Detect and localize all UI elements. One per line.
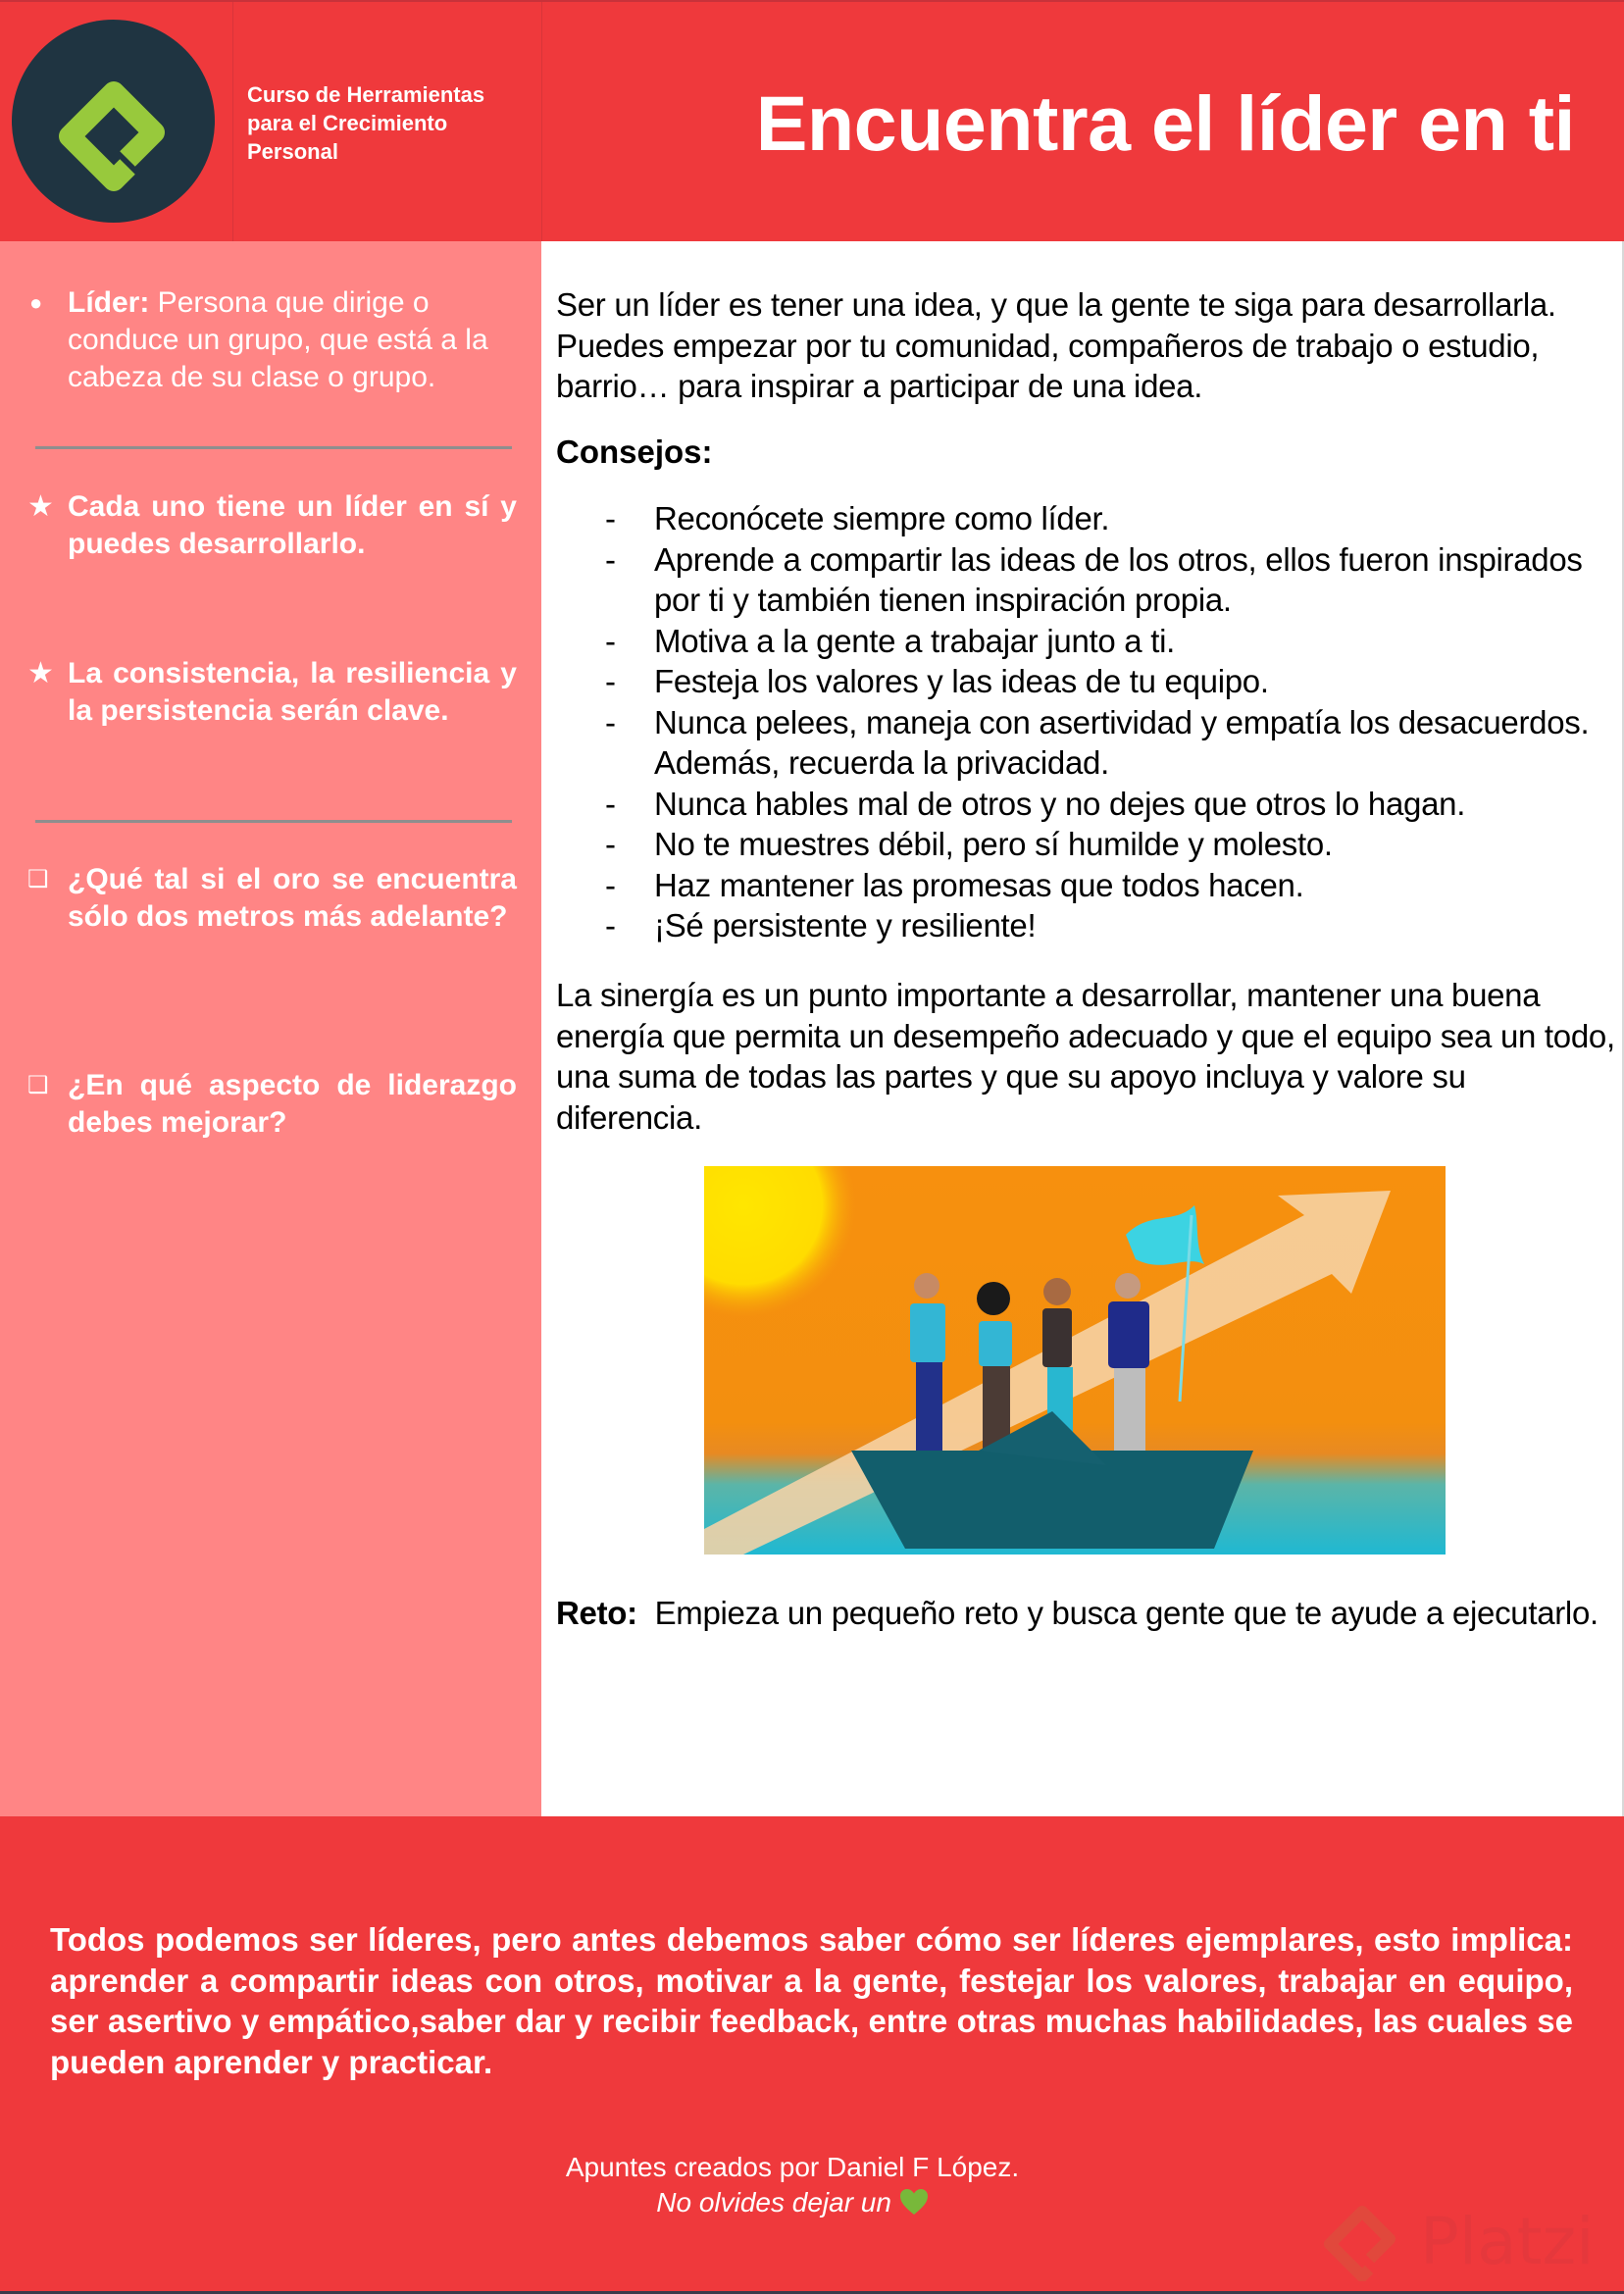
dash-bullet: - (605, 500, 616, 536)
dash-bullet: - (605, 907, 616, 943)
platzi-watermark-text: Platzi (1420, 2204, 1595, 2279)
dash-bullet: - (605, 622, 616, 659)
dash-bullet: - (605, 785, 616, 822)
dash-bullet: - (605, 703, 616, 740)
tip-text: Nunca hables mal de otros y no dejes que otros lo hagan. (654, 785, 1466, 822)
challenge-text: Empieza un pequeño reto y busca gente que te ayude a ejecutarlo. (636, 1595, 1599, 1631)
tip-text: Reconócete siempre como líder. (654, 500, 1110, 536)
checkbox-shadow-icon: ❑ (27, 1072, 49, 1098)
tip-text: No te muestres débil, pero sí humilde y molesto. (654, 826, 1333, 862)
tip-text: Aprende a compartir las ideas de los otros, ellos fueron inspirados por ti y también tienen inspiración propia. (654, 540, 1583, 618)
tip-item (556, 865, 1620, 906)
challenge-paragraph (556, 1593, 1620, 1634)
team-on-paper-boat-illustration (704, 1166, 1446, 1555)
main-content (541, 241, 1624, 1816)
tip-item (556, 702, 1620, 784)
tip-item (556, 784, 1620, 825)
star-icon: ★ (27, 490, 54, 523)
header (0, 0, 1624, 241)
dash-bullet: - (605, 826, 616, 862)
platzi-watermark (1318, 2203, 1612, 2281)
tip-item (556, 621, 1620, 662)
tip-item (556, 905, 1620, 946)
divider (35, 446, 512, 449)
question-text: ¿En qué aspecto de liderazgo debes mejorar? (68, 1069, 517, 1139)
footer (0, 1816, 1624, 2294)
synergy-paragraph: La sinergía es un punto importante a desarrollar, mantener una buena energía que permita un desempeño adecuado y que el equipo sea un todo, una suma de todas las partes y que su apoyo incluya y valore su diferencia. (556, 977, 1615, 1136)
platzi-watermark-icon (1318, 2203, 1416, 2281)
challenge-label: Reto: (556, 1595, 637, 1631)
reminder-text: No olvides dejar un (656, 2187, 891, 2218)
dash-bullet: - (605, 663, 616, 699)
sidebar (0, 241, 541, 1816)
question-text: ¿Qué tal si el oro se encuentra sólo dos metros más adelante? (68, 863, 517, 933)
tip-text: Festeja los valores y las ideas de tu equipo. (654, 663, 1269, 699)
tip-item (556, 661, 1620, 702)
dash-bullet: - (605, 866, 616, 903)
highlight-text: Cada uno tiene un líder en sí y puedes desarrollarlo. (68, 490, 517, 560)
highlight-text: La consistencia, la resiliencia y la persistencia serán clave. (68, 657, 517, 727)
course-title: Curso de Herramientas para el Crecimiento Personal (247, 82, 485, 164)
tip-text: Nunca pelees, maneja con asertividad y empatía los desacuerdos. Además, recuerda la privacidad. (654, 703, 1590, 781)
definition-text (68, 284, 517, 396)
tip-text: ¡Sé persistente y resiliente! (654, 907, 1037, 943)
tip-item (556, 824, 1620, 865)
tip-text: Haz mantener las promesas que todos hacen. (654, 866, 1304, 903)
intro-paragraph: Ser un líder es tener una idea, y que la gente te siga para desarrollarla. Puedes empezar por tu comunidad, compañeros de trabajo o estudio, barrio… para inspirar a participar de una idea. (556, 286, 1556, 404)
definition-term: Líder: (68, 286, 150, 319)
checkbox-shadow-icon: ❑ (27, 866, 49, 892)
tips-list (556, 498, 1620, 946)
tip-item (556, 498, 1620, 539)
definition-body: Persona que dirige o conduce un grupo, que está a la cabeza de su clase o grupo. (68, 286, 488, 393)
green-heart-icon (899, 2188, 929, 2216)
bullet-dot-icon: ● (29, 290, 43, 315)
tip-text: Motiva a la gente a trabajar junto a ti. (654, 622, 1175, 659)
tip-item (556, 539, 1620, 621)
tips-heading: Consejos: (556, 433, 713, 470)
header-divider (541, 2, 542, 243)
divider (35, 820, 512, 823)
summary-paragraph: Todos podemos ser líderes, pero antes debemos saber cómo ser líderes ejemplares, esto implica: aprender a compartir ideas con otros, motivar a la gente, festejar los valores, trabajar en equipo, ser asertivo y empático,saber dar y recibir feedback, entre otras muchas habilidades, las cuales se pueden aprender y practicar. (50, 1921, 1573, 2080)
platzi-logo-icon (12, 20, 215, 223)
author-credit: Apuntes creados por Daniel F López. (565, 2152, 1020, 2182)
page-title: Encuentra el líder en ti (755, 79, 1575, 167)
dash-bullet: - (605, 540, 616, 578)
star-icon: ★ (27, 657, 54, 689)
header-divider (232, 2, 233, 243)
